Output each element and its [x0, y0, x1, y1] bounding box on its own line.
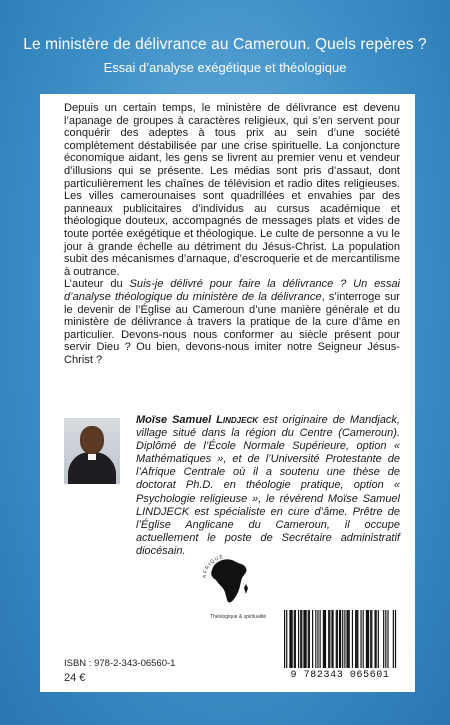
barcode-bar [329, 610, 330, 668]
barcode-bars [278, 606, 402, 670]
blurb [64, 102, 400, 366]
barcode-bar [342, 610, 343, 668]
africa-icon [211, 559, 246, 602]
author-bio-text: est originaire de Mandjack, village situé dans la région du Centre (Cameroun). Diplômé de l’École Normale Supérieure, option « Mathématiques », et de l’Université Protestante de l’Afrique Centrale où il a soutenu une thèse de doctorat Ph.D. en théologie pratique, option « Psychologie religieuse », le révérend Moïse Samuel LINDJECK est spécialiste en cure d’âme. Prêtre de l’Église Anglicane du Cameroun, il occupe actuellement le poste de Secrétaire administratif diocésain. [136, 414, 400, 557]
barcode-bar [395, 610, 396, 668]
barcode-bar [370, 610, 371, 668]
barcode-bar [292, 610, 293, 668]
barcode-bar [301, 610, 302, 668]
barcode-bar [325, 610, 326, 668]
cover-title: Le ministère de délivrance au Cameroun. Quels repères ? [23, 36, 427, 53]
barcode-bar [286, 610, 287, 668]
barcode-bar [323, 610, 324, 668]
author-name: Moïse Samuel Lindjeck [136, 414, 258, 426]
barcode-bar [290, 610, 291, 668]
barcode-bar [360, 610, 361, 668]
barcode-bar [383, 610, 384, 668]
barcode-bar [324, 610, 325, 668]
barcode-bar [317, 610, 318, 668]
author-photo [64, 418, 120, 484]
barcode-bar [298, 610, 299, 668]
back-cover-panel [40, 94, 415, 692]
barcode [278, 606, 402, 682]
barcode-bar [303, 610, 304, 668]
barcode-bar [368, 610, 369, 668]
barcode-bar [284, 610, 285, 668]
barcode-bar [339, 610, 340, 668]
barcode-bar [348, 610, 349, 668]
barcode-bar [346, 610, 347, 668]
barcode-digits: 9 782343 065601 [290, 670, 390, 681]
isbn: ISBN : 978-2-343-06560-1 [64, 658, 176, 669]
price: 24 € [64, 672, 86, 684]
cover-subtitle: Essai d’analyse exégétique et théologique [103, 60, 347, 75]
author-bio [136, 414, 400, 558]
barcode-bar [294, 610, 295, 668]
barcode-bar [366, 610, 367, 668]
photo-collar [88, 454, 96, 460]
publisher-label: Théologique & spiritualité [210, 614, 267, 620]
blurb-book-title: Suis-je délivré pour faire la délivrance ? Un essai d’analyse théologique du ministère de la délivrance [64, 278, 401, 303]
barcode-bar [376, 610, 377, 668]
barcode-bar [300, 610, 301, 668]
barcode-bar [337, 610, 338, 668]
barcode-bar [374, 610, 375, 668]
barcode-bar [378, 610, 379, 668]
blurb-paragraph-2 [64, 278, 400, 366]
barcode-bar [309, 610, 310, 668]
barcode-bar [336, 610, 337, 668]
photo-head [80, 426, 104, 454]
barcode-bar [308, 610, 309, 668]
barcode-bar [349, 610, 350, 668]
barcode-bar [312, 610, 313, 668]
barcode-bar [295, 610, 296, 668]
blurb-p2-rest: , s’interroge sur le devenir de l’Église au Cameroun d’une manière générale et du ministère de délivrance à travers la pratique de la cure d’âme en particulier. Devons-nous nous conformer au siècle présent pour servir Dieu ? Ou bien, devons-nous imiter notre Seigneur Jésus-Christ ? [64, 290, 400, 366]
blurb-paragraph-1: Depuis un certain temps, le ministère de délivrance est devenu l’apanage de groupes à caractères religieux, qui s’en servent pour conquérir des adeptes à tous prix au sein d’une société complètement déstabilisée par une crise spirituelle. La conjoncture économique aidant, les gens se livrent au premier venu et vendeur d’illusions qui se présente. Les médias sont pris d’assaut, dont particulièrement les chaînes de télévision et radio dites religieuses. Les villes camerounaises sont quadrillées et envahies par des panneaux publicitaires d’individus au cursus académique et théologique douteux, accompagnés de messages plats et vides de toute portée exégétique et théologique. Le culte de personne a vu le jour à grande échelle au détriment du Jésus-Christ. La population subit des mécanismes d’arnaque, d’escroquerie et de mercantilisme à outrance. [64, 102, 400, 278]
barcode-bar [289, 610, 290, 668]
publisher-logo [196, 544, 256, 614]
barcode-bar [340, 610, 341, 668]
barcode-bar [387, 610, 388, 668]
barcode-bar [385, 610, 386, 668]
barcode-bar [332, 610, 333, 668]
barcode-bar [371, 610, 372, 668]
barcode-bar [331, 610, 332, 668]
blurb-p2-lead: L’auteur du [64, 278, 130, 291]
barcode-bar [315, 610, 316, 668]
barcode-bar [320, 610, 321, 668]
barcode-bar [367, 610, 368, 668]
barcode-bar [352, 610, 353, 668]
barcode-bar [306, 610, 307, 668]
barcode-bar [356, 610, 357, 668]
barcode-bar [363, 610, 364, 668]
barcode-bar [304, 610, 305, 668]
logo-arc-text: AFRIQUE [201, 554, 225, 579]
barcode-bar [344, 610, 345, 668]
barcode-bar [357, 610, 358, 668]
barcode-bar [355, 610, 356, 668]
barcode-bar [328, 610, 329, 668]
barcode-bar [393, 610, 394, 668]
